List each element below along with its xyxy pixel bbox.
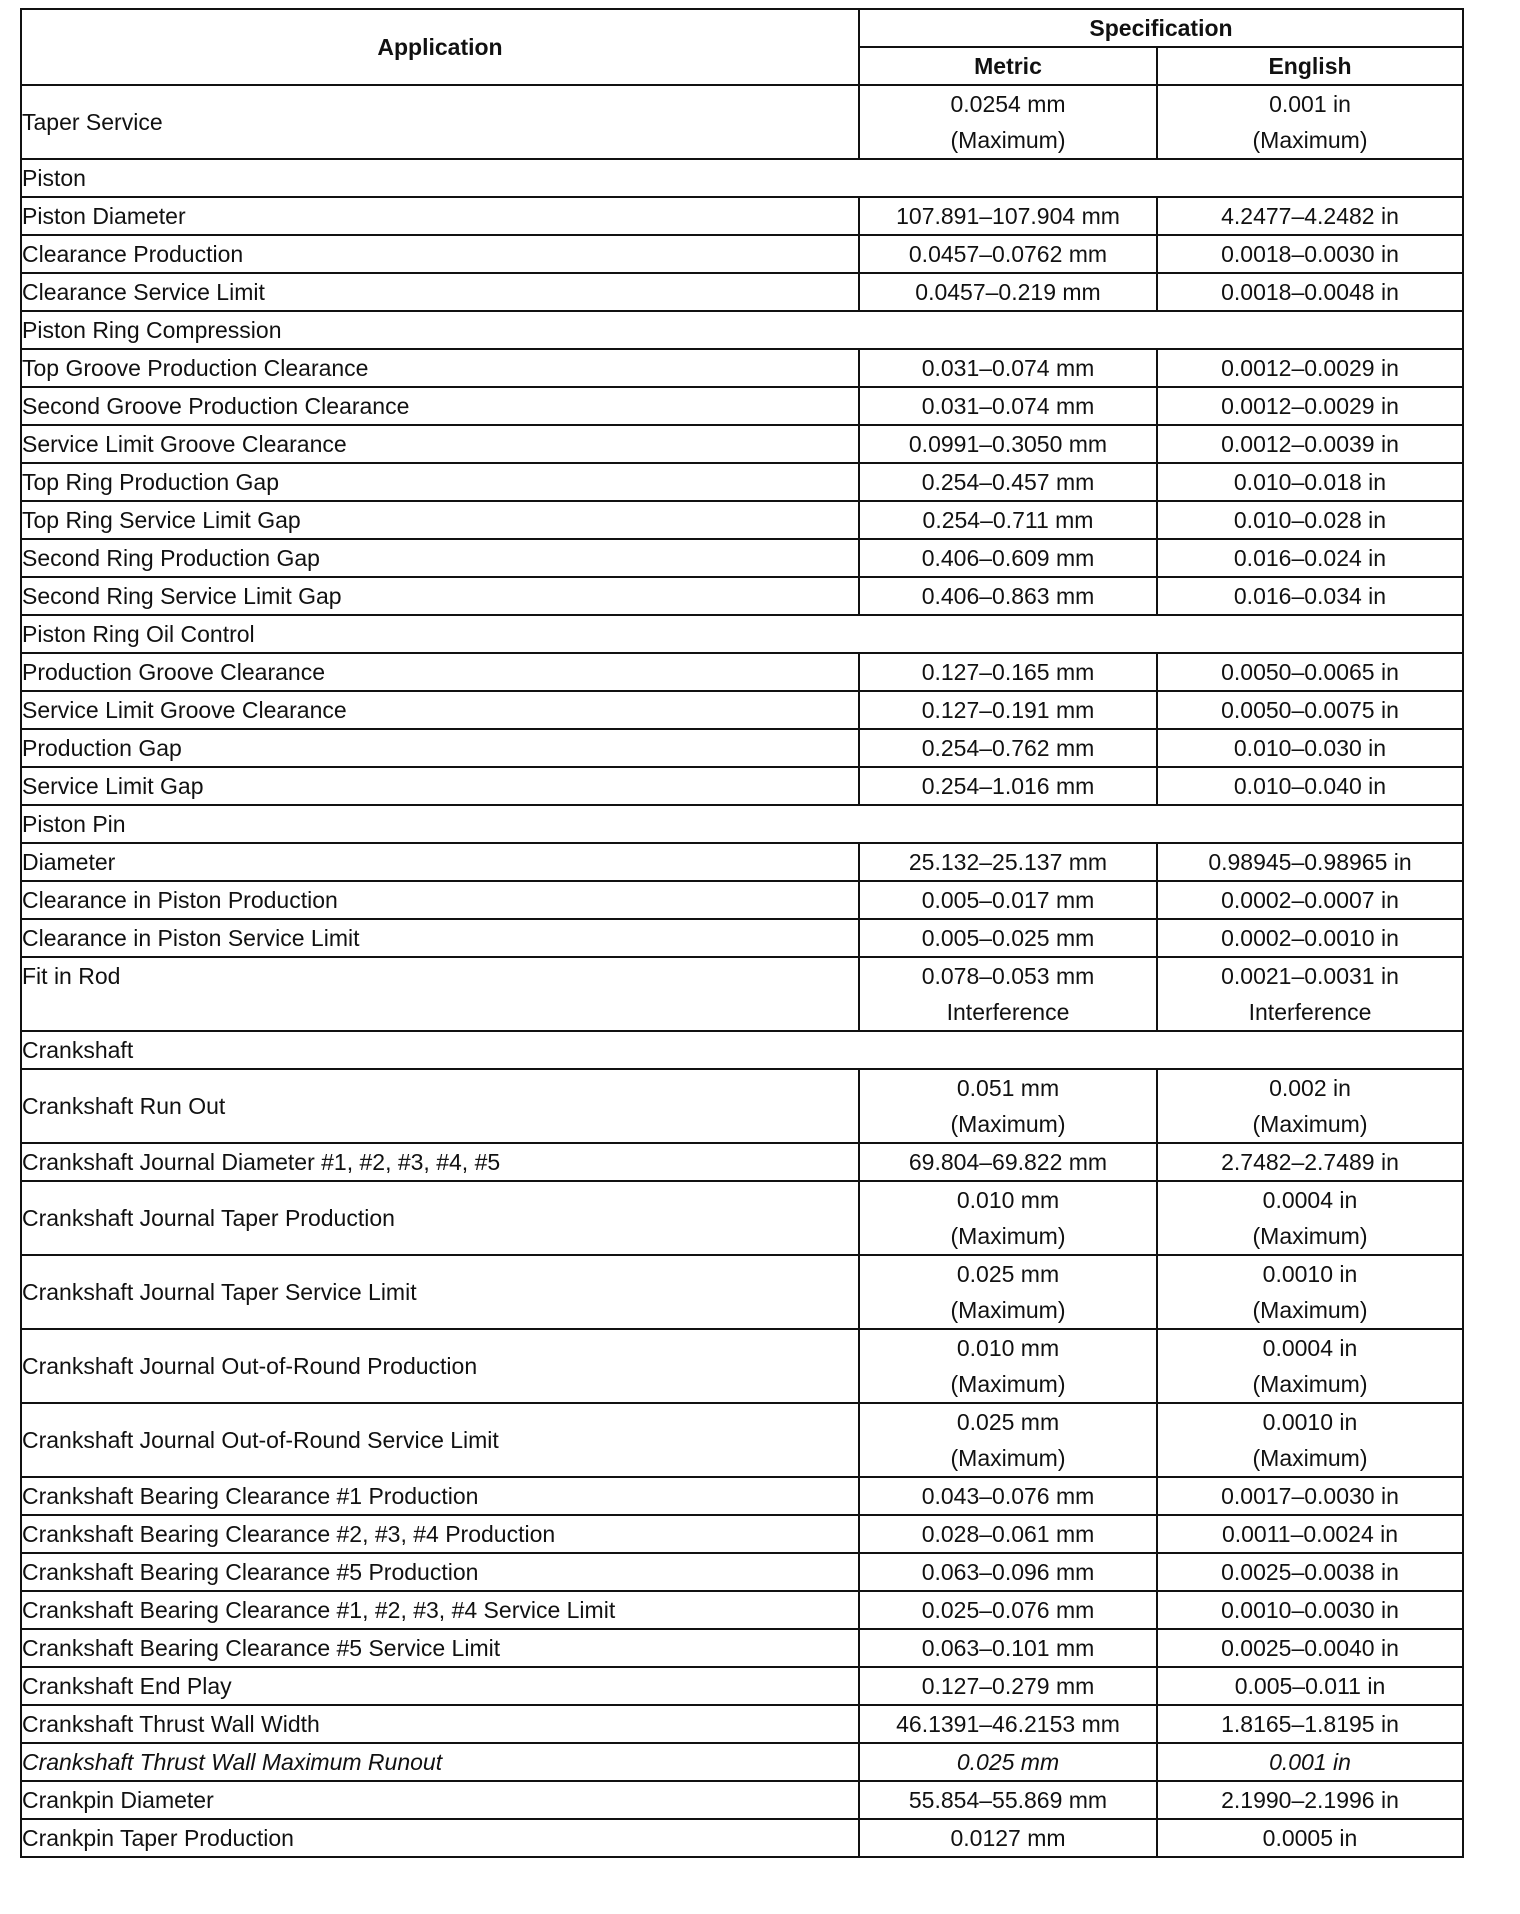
- table-row: [21, 1143, 1463, 1181]
- header-application: Application: [21, 9, 859, 85]
- section-label: Piston: [21, 159, 1463, 197]
- application-cell: Crankshaft Journal Diameter #1, #2, #3, #4, #5: [21, 1143, 859, 1181]
- table-row: [21, 1477, 1463, 1515]
- english-value: 1.8165–1.8195 in: [1157, 1705, 1463, 1743]
- table-row: [21, 1403, 1463, 1477]
- metric-value: 69.804–69.822 mm: [859, 1143, 1157, 1181]
- section-row: [21, 159, 1463, 197]
- table-row: [21, 349, 1463, 387]
- application-cell: Diameter: [21, 843, 859, 881]
- english-value: 0.98945–0.98965 in: [1157, 843, 1463, 881]
- application-cell: Crankshaft Bearing Clearance #1 Production: [21, 1477, 859, 1515]
- table-row: [21, 1705, 1463, 1743]
- metric-value: 0.254–0.711 mm: [859, 501, 1157, 539]
- metric-value: 0.0457–0.0762 mm: [859, 235, 1157, 273]
- application-cell: Crankshaft Bearing Clearance #2, #3, #4 Production: [21, 1515, 859, 1553]
- english-value: 0.0012–0.0029 in: [1157, 349, 1463, 387]
- english-value: 0.0010 in (Maximum): [1157, 1403, 1463, 1477]
- metric-value: 0.406–0.609 mm: [859, 539, 1157, 577]
- header-metric: Metric: [859, 47, 1157, 85]
- application-cell: Top Ring Production Gap: [21, 463, 859, 501]
- metric-value: 107.891–107.904 mm: [859, 197, 1157, 235]
- application-cell: Clearance in Piston Production: [21, 881, 859, 919]
- metric-value: 0.063–0.096 mm: [859, 1553, 1157, 1591]
- metric-value: 46.1391–46.2153 mm: [859, 1705, 1157, 1743]
- application-cell: Second Ring Production Gap: [21, 539, 859, 577]
- application-cell: Service Limit Groove Clearance: [21, 691, 859, 729]
- metric-value: 25.132–25.137 mm: [859, 843, 1157, 881]
- table-row: [21, 1329, 1463, 1403]
- application-cell: Service Limit Gap: [21, 767, 859, 805]
- metric-value: 0.025 mm: [859, 1743, 1157, 1781]
- table-row: [21, 1591, 1463, 1629]
- application-cell: Service Limit Groove Clearance: [21, 425, 859, 463]
- header-english: English: [1157, 47, 1463, 85]
- metric-value: 0.254–0.457 mm: [859, 463, 1157, 501]
- metric-value: 0.0254 mm (Maximum): [859, 85, 1157, 159]
- metric-value: 0.254–0.762 mm: [859, 729, 1157, 767]
- english-value: 0.002 in (Maximum): [1157, 1069, 1463, 1143]
- table-row: [21, 767, 1463, 805]
- section-row: [21, 311, 1463, 349]
- application-cell: Crankshaft Thrust Wall Maximum Runout: [21, 1743, 859, 1781]
- application-cell: Crankshaft Journal Out-of-Round Production: [21, 1329, 859, 1403]
- english-value: 0.010–0.018 in: [1157, 463, 1463, 501]
- english-value: 0.0025–0.0038 in: [1157, 1553, 1463, 1591]
- application-cell: Crankpin Diameter: [21, 1781, 859, 1819]
- english-value: 0.0004 in (Maximum): [1157, 1329, 1463, 1403]
- table-header: [21, 9, 1463, 85]
- header-specification: Specification: [859, 9, 1463, 47]
- table-row: [21, 1181, 1463, 1255]
- english-value: 0.0010–0.0030 in: [1157, 1591, 1463, 1629]
- english-value: 0.0012–0.0029 in: [1157, 387, 1463, 425]
- table-row: [21, 539, 1463, 577]
- table-row: [21, 843, 1463, 881]
- application-cell: Second Ring Service Limit Gap: [21, 577, 859, 615]
- table-row: [21, 85, 1463, 159]
- english-value: 0.0018–0.0030 in: [1157, 235, 1463, 273]
- application-cell: Crankshaft Bearing Clearance #1, #2, #3, #4 Service Limit: [21, 1591, 859, 1629]
- metric-value: 0.254–1.016 mm: [859, 767, 1157, 805]
- table-row: [21, 1819, 1463, 1857]
- table-row: [21, 197, 1463, 235]
- metric-value: 0.031–0.074 mm: [859, 349, 1157, 387]
- table-row: [21, 1781, 1463, 1819]
- application-cell: Clearance Production: [21, 235, 859, 273]
- table-row: [21, 1069, 1463, 1143]
- section-row: [21, 615, 1463, 653]
- metric-value: 0.406–0.863 mm: [859, 577, 1157, 615]
- english-value: 0.010–0.040 in: [1157, 767, 1463, 805]
- section-row: [21, 1031, 1463, 1069]
- application-cell: Crankshaft Bearing Clearance #5 Service Limit: [21, 1629, 859, 1667]
- application-cell: Second Groove Production Clearance: [21, 387, 859, 425]
- metric-value: 0.025 mm (Maximum): [859, 1255, 1157, 1329]
- table-row: [21, 273, 1463, 311]
- table-row: [21, 235, 1463, 273]
- english-value: 0.005–0.011 in: [1157, 1667, 1463, 1705]
- metric-value: 0.010 mm (Maximum): [859, 1181, 1157, 1255]
- english-value: 0.0011–0.0024 in: [1157, 1515, 1463, 1553]
- table-row: [21, 1743, 1463, 1781]
- metric-value: 0.127–0.165 mm: [859, 653, 1157, 691]
- application-cell: Top Ring Service Limit Gap: [21, 501, 859, 539]
- english-value: 2.1990–2.1996 in: [1157, 1781, 1463, 1819]
- application-cell: Top Groove Production Clearance: [21, 349, 859, 387]
- table-row: [21, 881, 1463, 919]
- english-value: 0.010–0.028 in: [1157, 501, 1463, 539]
- application-cell: Taper Service: [21, 85, 859, 159]
- metric-value: 0.051 mm (Maximum): [859, 1069, 1157, 1143]
- section-row: [21, 805, 1463, 843]
- metric-value: 0.005–0.025 mm: [859, 919, 1157, 957]
- application-cell: Crankshaft Journal Taper Production: [21, 1181, 859, 1255]
- english-value: 0.0021–0.0031 in Interference: [1157, 957, 1463, 1031]
- table-row: [21, 1629, 1463, 1667]
- english-value: 4.2477–4.2482 in: [1157, 197, 1463, 235]
- application-cell: Crankshaft Journal Taper Service Limit: [21, 1255, 859, 1329]
- metric-value: 0.0991–0.3050 mm: [859, 425, 1157, 463]
- table-row: [21, 957, 1463, 1031]
- english-value: 0.0010 in (Maximum): [1157, 1255, 1463, 1329]
- application-cell: Crankshaft Thrust Wall Width: [21, 1705, 859, 1743]
- metric-value: 0.005–0.017 mm: [859, 881, 1157, 919]
- english-value: 0.001 in (Maximum): [1157, 85, 1463, 159]
- application-cell: Crankshaft Journal Out-of-Round Service Limit: [21, 1403, 859, 1477]
- english-value: 0.0017–0.0030 in: [1157, 1477, 1463, 1515]
- table-row: [21, 919, 1463, 957]
- english-value: 0.0005 in: [1157, 1819, 1463, 1857]
- metric-value: 0.031–0.074 mm: [859, 387, 1157, 425]
- table-row: [21, 1553, 1463, 1591]
- metric-value: 0.0457–0.219 mm: [859, 273, 1157, 311]
- english-value: 0.0002–0.0007 in: [1157, 881, 1463, 919]
- table-row: [21, 1515, 1463, 1553]
- application-cell: Crankshaft End Play: [21, 1667, 859, 1705]
- metric-value: 0.078–0.053 mm Interference: [859, 957, 1157, 1031]
- application-cell: Fit in Rod: [21, 957, 859, 1031]
- application-cell: Crankshaft Run Out: [21, 1069, 859, 1143]
- table-row: [21, 653, 1463, 691]
- table-row: [21, 577, 1463, 615]
- english-value: 0.0050–0.0065 in: [1157, 653, 1463, 691]
- metric-value: 0.010 mm (Maximum): [859, 1329, 1157, 1403]
- table-body: [21, 85, 1463, 1857]
- english-value: 0.0025–0.0040 in: [1157, 1629, 1463, 1667]
- english-value: 0.0018–0.0048 in: [1157, 273, 1463, 311]
- section-label: Crankshaft: [21, 1031, 1463, 1069]
- english-value: 0.016–0.034 in: [1157, 577, 1463, 615]
- table-row: [21, 463, 1463, 501]
- table-row: [21, 729, 1463, 767]
- metric-value: 0.028–0.061 mm: [859, 1515, 1157, 1553]
- metric-value: 55.854–55.869 mm: [859, 1781, 1157, 1819]
- section-label: Piston Ring Compression: [21, 311, 1463, 349]
- table-row: [21, 425, 1463, 463]
- application-cell: Crankshaft Bearing Clearance #5 Production: [21, 1553, 859, 1591]
- english-value: 0.0050–0.0075 in: [1157, 691, 1463, 729]
- english-value: 0.001 in: [1157, 1743, 1463, 1781]
- metric-value: 0.043–0.076 mm: [859, 1477, 1157, 1515]
- english-value: 0.0004 in (Maximum): [1157, 1181, 1463, 1255]
- application-cell: Clearance Service Limit: [21, 273, 859, 311]
- section-label: Piston Pin: [21, 805, 1463, 843]
- metric-value: 0.0127 mm: [859, 1819, 1157, 1857]
- application-cell: Piston Diameter: [21, 197, 859, 235]
- specification-table: [20, 8, 1464, 1858]
- table-row: [21, 501, 1463, 539]
- metric-value: 0.127–0.279 mm: [859, 1667, 1157, 1705]
- english-value: 0.0002–0.0010 in: [1157, 919, 1463, 957]
- application-cell: Production Gap: [21, 729, 859, 767]
- section-label: Piston Ring Oil Control: [21, 615, 1463, 653]
- table-row: [21, 1667, 1463, 1705]
- application-cell: Production Groove Clearance: [21, 653, 859, 691]
- application-cell: Clearance in Piston Service Limit: [21, 919, 859, 957]
- english-value: 2.7482–2.7489 in: [1157, 1143, 1463, 1181]
- metric-value: 0.025–0.076 mm: [859, 1591, 1157, 1629]
- english-value: 0.0012–0.0039 in: [1157, 425, 1463, 463]
- metric-value: 0.127–0.191 mm: [859, 691, 1157, 729]
- table-row: [21, 1255, 1463, 1329]
- metric-value: 0.025 mm (Maximum): [859, 1403, 1157, 1477]
- english-value: 0.010–0.030 in: [1157, 729, 1463, 767]
- english-value: 0.016–0.024 in: [1157, 539, 1463, 577]
- application-cell: Crankpin Taper Production: [21, 1819, 859, 1857]
- table-row: [21, 387, 1463, 425]
- table-row: [21, 691, 1463, 729]
- metric-value: 0.063–0.101 mm: [859, 1629, 1157, 1667]
